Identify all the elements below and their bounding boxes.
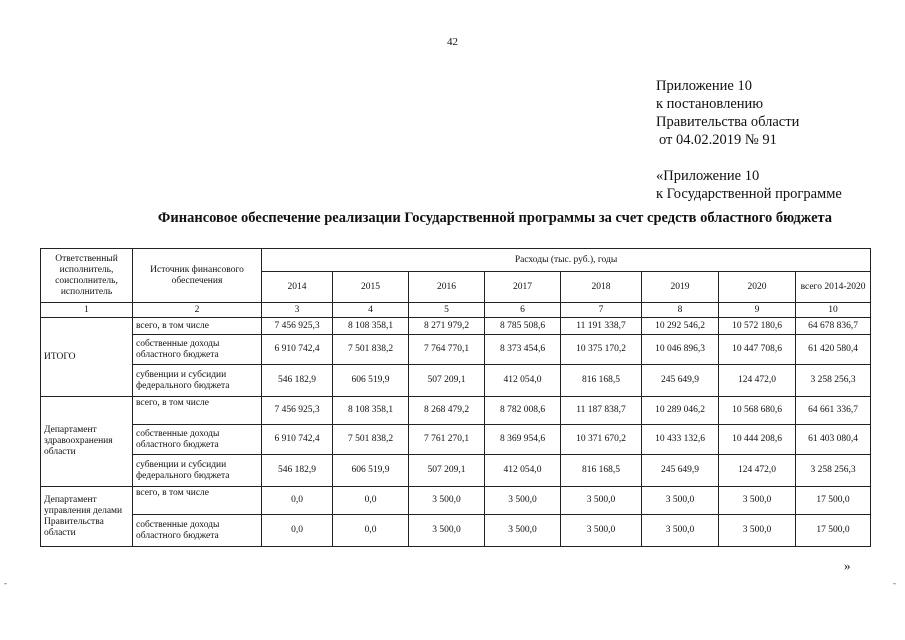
- executor-cell: Департамент управления делами Правительства области: [41, 487, 133, 547]
- value-cell: 412 054,0: [485, 455, 561, 487]
- value-cell: 0,0: [333, 487, 409, 515]
- value-cell: 17 500,0: [796, 487, 871, 515]
- value-cell: 6 910 742,4: [262, 335, 333, 365]
- value-cell: 245 649,9: [642, 455, 719, 487]
- value-cell: 0,0: [262, 515, 333, 547]
- value-cell: 412 054,0: [485, 365, 561, 397]
- column-number: 7: [561, 303, 642, 318]
- appendix-line-3: Правительства области: [656, 114, 800, 130]
- table-row: [41, 425, 871, 455]
- value-cell: 8 785 508,6: [485, 318, 561, 335]
- value-cell: 606 519,9: [333, 365, 409, 397]
- column-number: 6: [485, 303, 561, 318]
- table-row: [41, 515, 871, 547]
- appendix-ref-line-1: «Приложение 10: [656, 168, 760, 184]
- value-cell: 3 500,0: [561, 515, 642, 547]
- value-cell: 7 761 270,1: [409, 425, 485, 455]
- value-cell: 546 182,9: [262, 365, 333, 397]
- table-row: [41, 487, 871, 515]
- value-cell: 10 046 896,3: [642, 335, 719, 365]
- value-cell: 816 168,5: [561, 365, 642, 397]
- appendix-ref-line-2: к Государственной программе: [656, 186, 842, 202]
- value-cell: 3 500,0: [409, 487, 485, 515]
- value-cell: 816 168,5: [561, 455, 642, 487]
- value-cell: 3 500,0: [409, 515, 485, 547]
- scan-edge-mark: -: [893, 578, 896, 588]
- closing-quote: »: [844, 558, 851, 573]
- value-cell: 10 444 208,6: [719, 425, 796, 455]
- table-row: [41, 455, 871, 487]
- scan-edge-mark: -: [4, 578, 7, 588]
- value-cell: 3 258 256,3: [796, 455, 871, 487]
- table-row: [41, 365, 871, 397]
- value-cell: 61 420 580,4: [796, 335, 871, 365]
- column-number: 10: [796, 303, 871, 318]
- value-cell: 124 472,0: [719, 455, 796, 487]
- value-cell: 17 500,0: [796, 515, 871, 547]
- header-year: 2019: [642, 272, 719, 303]
- appendix-line-1: Приложение 10: [656, 78, 752, 94]
- source-cell: всего, в том числе: [133, 487, 262, 515]
- source-cell: всего, в том числе: [133, 318, 262, 335]
- value-cell: 10 292 546,2: [642, 318, 719, 335]
- header-year: 2016: [409, 272, 485, 303]
- column-number: 9: [719, 303, 796, 318]
- executor-cell: Департамент здравоохранения области: [41, 397, 133, 487]
- appendix-line-2: к постановлению: [656, 96, 764, 112]
- value-cell: 8 108 358,1: [333, 318, 409, 335]
- value-cell: 7 501 838,2: [333, 425, 409, 455]
- value-cell: 7 764 770,1: [409, 335, 485, 365]
- header-year: 2014: [262, 272, 333, 303]
- value-cell: 11 187 838,7: [561, 397, 642, 425]
- value-cell: 6 910 742,4: [262, 425, 333, 455]
- value-cell: 3 500,0: [485, 515, 561, 547]
- document-title: Финансовое обеспечение реализации Государственной программы за счет средств областного бюджета: [157, 210, 833, 226]
- value-cell: 8 369 954,6: [485, 425, 561, 455]
- value-cell: 3 500,0: [642, 487, 719, 515]
- value-cell: 3 500,0: [719, 487, 796, 515]
- column-number: 2: [133, 303, 262, 318]
- header-row-main: [41, 249, 871, 272]
- table-row: [41, 335, 871, 365]
- value-cell: 10 289 046,2: [642, 397, 719, 425]
- value-cell: 10 433 132,6: [642, 425, 719, 455]
- value-cell: 8 271 979,2: [409, 318, 485, 335]
- value-cell: 7 456 925,3: [262, 318, 333, 335]
- column-number: 3: [262, 303, 333, 318]
- value-cell: 8 268 479,2: [409, 397, 485, 425]
- value-cell: 3 500,0: [642, 515, 719, 547]
- column-number: 4: [333, 303, 409, 318]
- value-cell: 507 209,1: [409, 455, 485, 487]
- appendix-line-4: от 04.02.2019 № 91: [659, 132, 777, 148]
- value-cell: 61 403 080,4: [796, 425, 871, 455]
- value-cell: 3 258 256,3: [796, 365, 871, 397]
- value-cell: 10 371 670,2: [561, 425, 642, 455]
- column-number: 1: [41, 303, 133, 318]
- source-cell: собственные доходы областного бюджета: [133, 515, 262, 547]
- header-executor: Ответственный исполнитель, соисполнитель, исполнитель: [41, 249, 133, 303]
- value-cell: 507 209,1: [409, 365, 485, 397]
- header-source: Источник финансового обеспечения: [133, 249, 262, 303]
- header-year: 2017: [485, 272, 561, 303]
- value-cell: 3 500,0: [485, 487, 561, 515]
- value-cell: 8 782 008,6: [485, 397, 561, 425]
- value-cell: 3 500,0: [719, 515, 796, 547]
- finance-table: [40, 248, 871, 547]
- header-expenses: Расходы (тыс. руб.), годы: [262, 249, 871, 272]
- header-year-total: всего 2014-2020: [796, 272, 871, 303]
- source-cell: собственные доходы областного бюджета: [133, 425, 262, 455]
- source-cell: собственные доходы областного бюджета: [133, 335, 262, 365]
- header-row-numbers: [41, 303, 871, 318]
- appendix-block: [656, 77, 842, 203]
- value-cell: 606 519,9: [333, 455, 409, 487]
- source-cell: субвенции и субсидии федерального бюджета: [133, 365, 262, 397]
- value-cell: 11 191 338,7: [561, 318, 642, 335]
- value-cell: 3 500,0: [561, 487, 642, 515]
- value-cell: 10 447 708,6: [719, 335, 796, 365]
- value-cell: 64 661 336,7: [796, 397, 871, 425]
- column-number: 8: [642, 303, 719, 318]
- value-cell: 7 501 838,2: [333, 335, 409, 365]
- value-cell: 10 375 170,2: [561, 335, 642, 365]
- header-year: 2015: [333, 272, 409, 303]
- value-cell: 64 678 836,7: [796, 318, 871, 335]
- header-year: 2020: [719, 272, 796, 303]
- table-row: [41, 397, 871, 425]
- value-cell: 8 108 358,1: [333, 397, 409, 425]
- value-cell: 10 572 180,6: [719, 318, 796, 335]
- page-number: 42: [447, 36, 458, 48]
- value-cell: 0,0: [262, 487, 333, 515]
- source-cell: субвенции и субсидии федерального бюджета: [133, 455, 262, 487]
- value-cell: 10 568 680,6: [719, 397, 796, 425]
- value-cell: 245 649,9: [642, 365, 719, 397]
- table-row: [41, 318, 871, 335]
- source-cell: всего, в том числе: [133, 397, 262, 425]
- value-cell: 7 456 925,3: [262, 397, 333, 425]
- executor-cell: ИТОГО: [41, 318, 133, 397]
- header-year: 2018: [561, 272, 642, 303]
- column-number: 5: [409, 303, 485, 318]
- value-cell: 546 182,9: [262, 455, 333, 487]
- value-cell: 0,0: [333, 515, 409, 547]
- value-cell: 124 472,0: [719, 365, 796, 397]
- value-cell: 8 373 454,6: [485, 335, 561, 365]
